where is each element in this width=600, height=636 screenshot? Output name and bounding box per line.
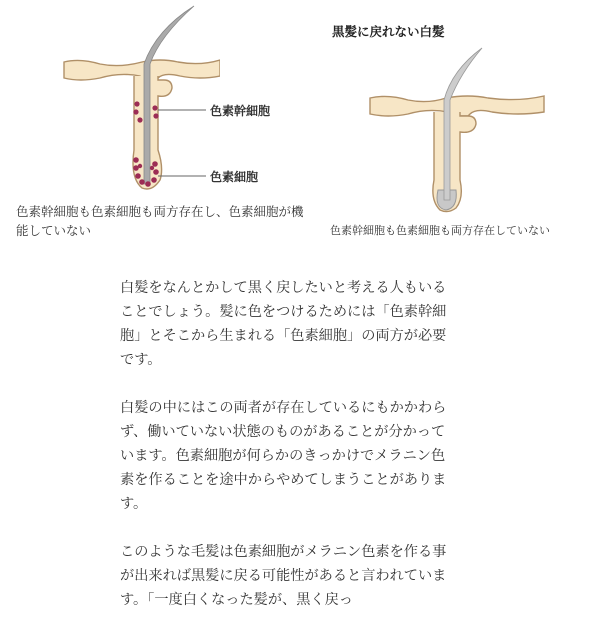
left-caption: 色素幹細胞も色素細胞も両方存在し、色素細胞が機能していない [16, 204, 304, 238]
article-paragraph-3: このような毛髪は色素細胞がメラニン色素を作る事が出来れば黒髪に戻る可能性があると言われています。「一度白くなった髪が、黒く戻っ [120, 544, 447, 608]
left-diagram-svg [60, 0, 220, 200]
label-pigment-cell: 色素細胞 [210, 170, 259, 184]
right-figure-title: 黒髪に戻れない白髪 [332, 24, 445, 39]
article-paragraph-2: 白髪の中にはこの両者が存在しているにもかかわらず、働いていない状態のものがあることが分かっています。色素細胞が何らかのきっかけでメラニン色素を作ることを途中からやめてしまうことがあります。 [120, 400, 447, 512]
hair-follicle [133, 76, 172, 189]
label-stem-cell: 色素幹細胞 [210, 104, 271, 118]
right-caption: 色素幹細胞も色素細胞も両方存在していない [330, 224, 550, 237]
left-hair-follicle-diagram [60, 0, 220, 200]
right-hair-follicle-diagram [368, 40, 548, 220]
article-body [120, 276, 450, 636]
right-diagram-svg [368, 40, 548, 220]
article-paragraph-1: 白髪をなんとかして黒く戻したいと考える人もいることでしょう。髪に色をつけるためには「色素幹細胞」とそこから生まれる「色素細胞」の両方が必要です。 [120, 280, 447, 368]
